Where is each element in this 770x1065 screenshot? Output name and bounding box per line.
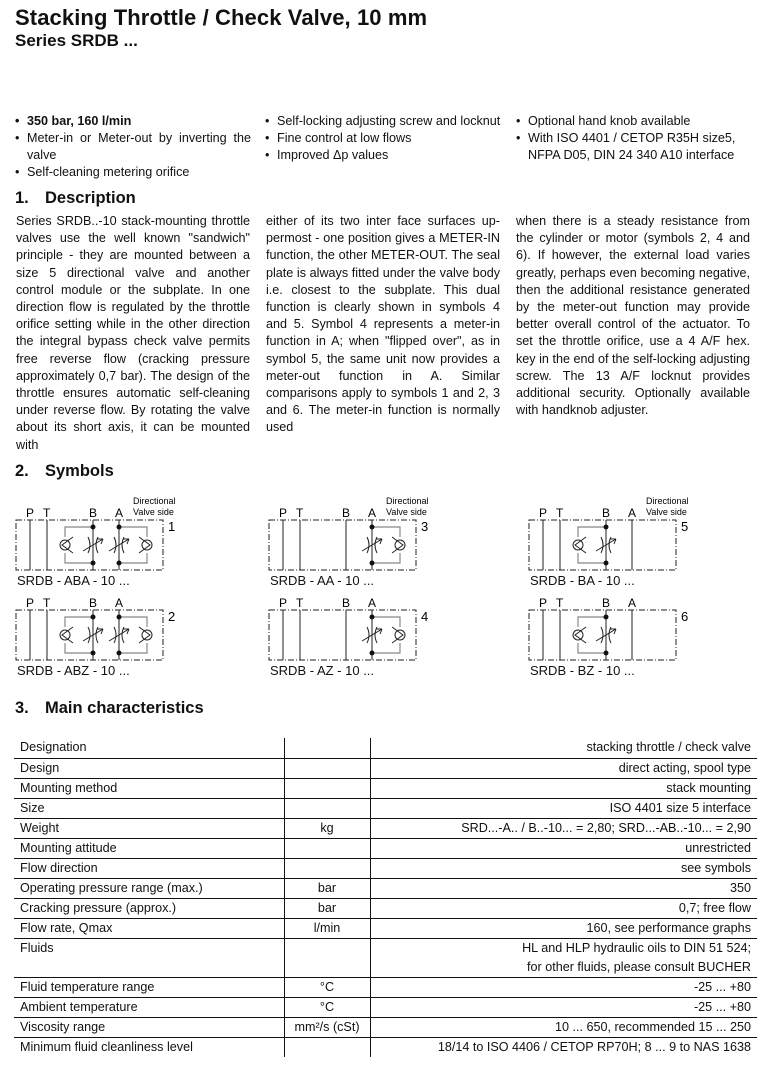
port-label: T [556, 506, 564, 520]
port-label: P [539, 596, 548, 610]
property-value: direct acting, spool type [370, 758, 757, 778]
table-row [14, 838, 757, 858]
feature-item: • Meter-in or Meter-out by inverting the valve [15, 130, 251, 164]
junction-dot [117, 525, 122, 530]
feature-item: • With ISO 4401 / CETOP R35H size5, NFPA D05, DIN 24 340 A10 interface [516, 130, 752, 164]
junction-dot [604, 525, 609, 530]
property-name: Viscosity range [14, 1017, 284, 1037]
property-unit [284, 858, 370, 878]
port-label: P [279, 506, 288, 520]
side-label: Directional [133, 496, 176, 506]
table-row [14, 1017, 757, 1037]
property-value: unrestricted [370, 838, 757, 858]
table-row [14, 918, 757, 938]
hydraulic-symbol-1 [15, 493, 195, 578]
property-name: Fluid temperature range [14, 977, 284, 997]
symbol-code: SRDB - ABA - 10 ... [17, 573, 130, 588]
junction-dot [117, 651, 122, 656]
property-name: Design [14, 758, 284, 778]
symbol-code: SRDB - BZ - 10 ... [530, 663, 635, 678]
section-heading-characteristics [15, 699, 204, 718]
property-value: 18/14 to ISO 4406 / CETOP RP70H; 8 ... 9 to NAS 1638 [370, 1037, 757, 1057]
property-name: Ambient temperature [14, 997, 284, 1017]
property-unit: °C [284, 977, 370, 997]
property-name: Cracking pressure (approx.) [14, 898, 284, 918]
table-row [14, 977, 757, 997]
feature-item: • Self-cleaning metering orifice [15, 164, 251, 181]
property-value: stacking throttle / check valve [586, 740, 751, 754]
description-col-1: Series SRDB..-10 stack-mounting throttle valves use the well known "sandwich" principle - they are mounted between a size 5 directional valve and another control module or the subplate. In one direction flow is regulated by the throttle orifice setting while in the other direction the integral bypass check valve permits free reverse flow (cracking pressure approximately 0,7 bar). The design of the throttle ensures automatic self-cleaning under reverse flow. By rotating the valve about its short axis, it can be mounted with [16, 214, 250, 452]
property-unit [284, 758, 370, 778]
feature-item: • Fine control at low flows [265, 130, 501, 147]
port-label: B [342, 596, 351, 610]
port-label: A [368, 506, 377, 520]
port-label: T [556, 596, 564, 610]
junction-dot [117, 561, 122, 566]
property-value: SRD...-A.. / B..-10... = 2,80; SRD...-AB..-10... = 2,90 [370, 818, 757, 838]
table-row [14, 1037, 757, 1057]
section-heading-description [15, 189, 136, 208]
property-unit [284, 838, 370, 858]
property-name: Designation [20, 740, 87, 754]
symbol-number: 3 [421, 519, 429, 534]
property-value: stack mounting [370, 778, 757, 798]
junction-dot [604, 561, 609, 566]
page-title: Stacking Throttle / Check Valve, 10 mm [15, 5, 428, 30]
property-value: 350 [370, 878, 757, 898]
junction-dot [91, 525, 96, 530]
junction-dot [370, 615, 375, 620]
junction-dot [604, 615, 609, 620]
property-value: 160, see performance graphs [370, 918, 757, 938]
page-subtitle: Series SRDB ... [15, 31, 138, 50]
junction-dot [370, 561, 375, 566]
hydraulic-symbol-3 [268, 493, 448, 578]
property-name: Flow rate, Qmax [14, 918, 284, 938]
table-row [14, 878, 757, 898]
property-unit: l/min [284, 918, 370, 938]
port-label: B [342, 506, 351, 520]
junction-dot [91, 651, 96, 656]
property-unit: bar [284, 878, 370, 898]
port-label: A [628, 596, 637, 610]
symbol-number: 6 [681, 609, 689, 624]
port-label: A [115, 506, 124, 520]
property-value: see symbols [370, 858, 757, 878]
section-number: 3. [15, 699, 29, 717]
port-label: T [43, 506, 51, 520]
port-label: B [89, 596, 98, 610]
symbol-code: SRDB - AA - 10 ... [270, 573, 375, 588]
port-label: P [26, 506, 35, 520]
property-name: Flow direction [14, 858, 284, 878]
section-title: Symbols [45, 462, 114, 480]
property-unit [284, 938, 370, 977]
characteristics-table [14, 738, 757, 1057]
table-row [14, 778, 757, 798]
property-name: Size [14, 798, 284, 818]
symbol-code: SRDB - BA - 10 ... [530, 573, 635, 588]
table-row [14, 738, 757, 758]
feature-list-3 [516, 113, 752, 164]
table-row [14, 898, 757, 918]
table-row [14, 997, 757, 1017]
junction-dot [91, 561, 96, 566]
junction-dot [117, 615, 122, 620]
symbol-number: 5 [681, 519, 689, 534]
port-label: T [43, 596, 51, 610]
feature-item: • Optional hand knob available [516, 113, 752, 130]
section-heading-symbols [15, 462, 114, 481]
side-label: Valve side [133, 507, 174, 517]
port-label: A [628, 506, 637, 520]
property-unit [284, 738, 370, 758]
feature-item: • 350 bar, 160 l/min [15, 113, 251, 130]
property-unit [284, 798, 370, 818]
side-label: Valve side [386, 507, 427, 517]
property-name: Weight [14, 818, 284, 838]
junction-dot [370, 651, 375, 656]
table-row [14, 758, 757, 778]
property-value: 10 ... 650, recommended 15 ... 250 [370, 1017, 757, 1037]
section-number: 1. [15, 189, 29, 207]
port-label: A [115, 596, 124, 610]
port-label: B [602, 506, 611, 520]
feature-item: • Improved Δp values [265, 147, 501, 164]
port-label: P [26, 596, 35, 610]
port-label: T [296, 596, 304, 610]
port-label: A [368, 596, 377, 610]
junction-dot [604, 651, 609, 656]
hydraulic-symbol-5 [528, 493, 708, 578]
property-name: Operating pressure range (max.) [14, 878, 284, 898]
property-value: -25 ... +80 [370, 997, 757, 1017]
property-value: -25 ... +80 [370, 977, 757, 997]
feature-list-2 [265, 113, 501, 164]
port-label: P [539, 506, 548, 520]
section-title: Description [45, 189, 136, 207]
property-unit: °C [284, 997, 370, 1017]
property-value: 0,7; free flow [370, 898, 757, 918]
property-name: Minimum fluid cleanliness level [14, 1037, 284, 1057]
property-value: HL and HLP hydraulic oils to DIN 51 524; for other fluids, please consult BUCHER [370, 938, 757, 977]
section-number: 2. [15, 462, 29, 480]
hydraulic-symbol-4 [268, 583, 448, 668]
side-label: Directional [646, 496, 689, 506]
symbol-number: 2 [168, 609, 176, 624]
table-row [14, 938, 757, 977]
port-label: P [279, 596, 288, 610]
description-col-3: when there is a steady resistance from the cylinder or motor (symbols 2, 4 and 6). If however, the external load varies greatly, perhaps even becoming negative, then the additional resistance generated by the meter-out function may provide better overall control of the actuator. To set the throttle orifice, use a 4 A/F hex. key in the end of the self-locking adjusting screw. The 13 A/F locknut provides additional security. Optionally available with handknob adjuster. [516, 214, 750, 418]
port-label: B [602, 596, 611, 610]
feature-item: • Self-locking adjusting screw and locknut [265, 113, 501, 130]
feature-list-1 [15, 113, 251, 181]
property-value: ISO 4401 size 5 interface [370, 798, 757, 818]
junction-dot [91, 615, 96, 620]
property-name: Fluids [14, 938, 284, 977]
symbol-code: SRDB - ABZ - 10 ... [17, 663, 130, 678]
side-label: Valve side [646, 507, 687, 517]
side-label: Directional [386, 496, 429, 506]
property-name: Mounting attitude [14, 838, 284, 858]
port-label: B [89, 506, 98, 520]
property-unit [284, 778, 370, 798]
description-col-2: either of its two inter face surfaces uppermost - one position gives a METER-IN function, the other METER-OUT. The seal plate is always fitted under the valve body i.e. closest to the subplate. This dual function is clearly shown in symbols 4 and 5. Symbol 4 represents a meter-in function in A; when "flipped over", as in symbol 5, the same unit now provides a meter-out function in A. Similar comparisons apply to symbols 1 and 2, 3 and 6. The meter-in function is normally used [266, 214, 500, 435]
property-unit: mm²/s (cSt) [284, 1017, 370, 1037]
property-unit [284, 1037, 370, 1057]
property-unit: kg [284, 818, 370, 838]
property-name: Mounting method [14, 778, 284, 798]
property-unit: bar [284, 898, 370, 918]
port-label: T [296, 506, 304, 520]
symbol-code: SRDB - AZ - 10 ... [270, 663, 375, 678]
hydraulic-symbol-2 [15, 583, 195, 668]
junction-dot [370, 525, 375, 530]
table-row [14, 818, 757, 838]
hydraulic-symbol-6 [528, 583, 708, 668]
section-title: Main characteristics [45, 699, 204, 717]
table-row [14, 858, 757, 878]
symbol-number: 1 [168, 519, 176, 534]
table-row [14, 798, 757, 818]
symbol-number: 4 [421, 609, 429, 624]
